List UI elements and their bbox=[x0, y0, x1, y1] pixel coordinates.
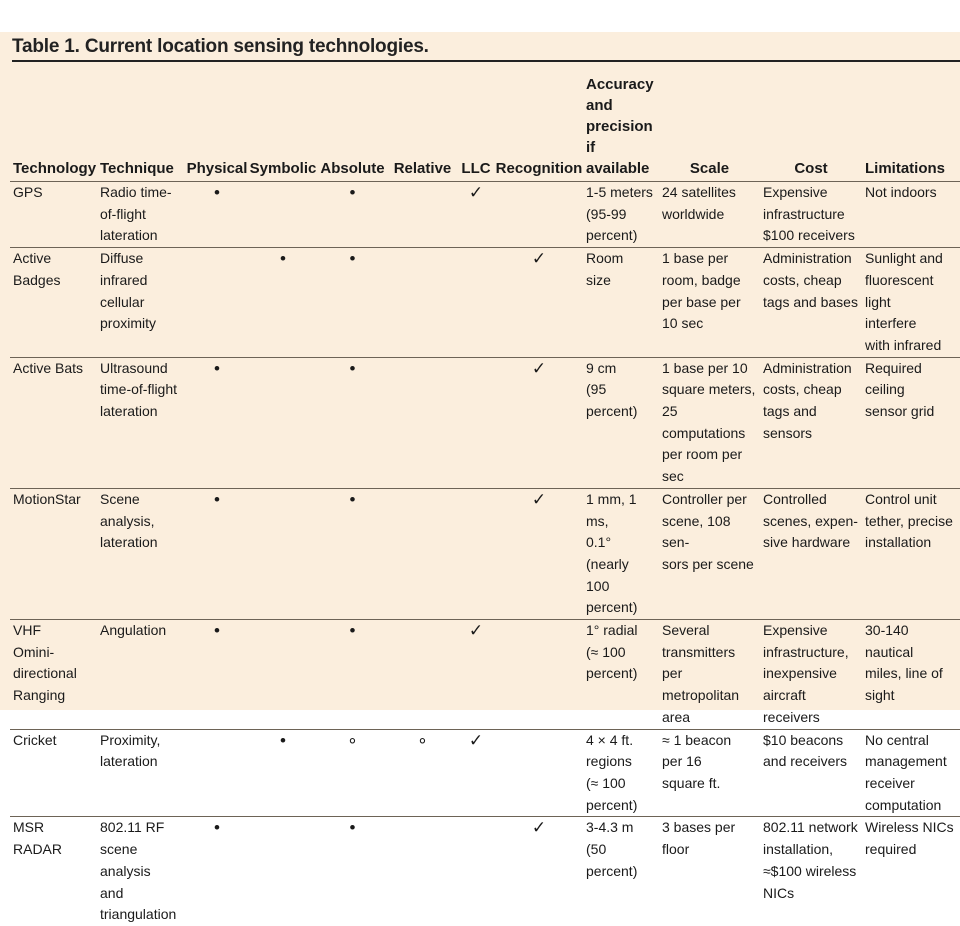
table-row bbox=[10, 817, 960, 926]
cell-relative bbox=[388, 248, 457, 358]
cell-accuracy: 1-5 meters (95-99 percent) bbox=[583, 182, 659, 248]
cell-absolute: • bbox=[317, 357, 388, 488]
cell-llc bbox=[457, 357, 495, 488]
cell-scale: 24 satellites worldwide bbox=[659, 182, 760, 248]
cell-technology: GPS bbox=[10, 182, 97, 248]
cell-recognition: ✓ bbox=[531, 818, 547, 838]
cell-technique: Ultrasound time-of-flight lateration bbox=[97, 357, 185, 488]
cell-recognition bbox=[495, 729, 583, 817]
cell-technique: Diffuse infrared cellular proximity bbox=[97, 248, 185, 358]
cell-accuracy: 1 mm, 1 ms, 0.1° (nearly 100 percent) bbox=[583, 488, 659, 619]
cell-limitations: Wireless NICs required bbox=[865, 819, 954, 858]
cell-absolute: • bbox=[317, 620, 388, 730]
cell-cost: $10 beacons and receivers bbox=[760, 729, 862, 817]
location-technologies-table bbox=[10, 74, 960, 926]
cell-technology: Cricket bbox=[10, 729, 97, 817]
header-relative: Relative bbox=[388, 74, 457, 182]
header-recognition: Recognition bbox=[495, 74, 583, 182]
cell-technique: Proximity, lateration bbox=[97, 729, 185, 817]
cell-technique: Scene analysis, lateration bbox=[97, 488, 185, 619]
cell-technology: Active Badges bbox=[10, 248, 97, 358]
cell-accuracy: 9 cm (95 percent) bbox=[583, 357, 659, 488]
cell-technology: MSR RADAR bbox=[13, 819, 63, 858]
cell-cost: 802.11 network installation, ≈$100 wireless NICs bbox=[763, 819, 858, 901]
cell-absolute: • bbox=[349, 818, 356, 838]
header-llc: LLC bbox=[457, 74, 495, 182]
cell-symbolic bbox=[249, 357, 317, 488]
cell-relative bbox=[388, 182, 457, 248]
cell-cost: Administration costs, cheap tags and sensors bbox=[760, 357, 862, 488]
cell-llc: ✓ bbox=[457, 182, 495, 248]
cell-cost: Expensive infrastructure $100 receivers bbox=[760, 182, 862, 248]
cell-limitations: 30-140 nautical miles, line of sight bbox=[862, 620, 960, 730]
cell-technology: VHF Omini- directional Ranging bbox=[10, 620, 97, 730]
cell-symbolic bbox=[249, 817, 317, 926]
header-cost: Cost bbox=[760, 74, 862, 182]
cell-absolute: • bbox=[317, 248, 388, 358]
cell-technology: MotionStar bbox=[10, 488, 97, 619]
cell-scale: 1 base per room, badge per base per 10 sec bbox=[659, 248, 760, 358]
cell-cost: Administration costs, cheap tags and bases bbox=[760, 248, 862, 358]
cell-physical: • bbox=[185, 357, 249, 488]
cell-relative: ∘ bbox=[388, 729, 457, 817]
cell-absolute: ∘ bbox=[317, 729, 388, 817]
header-technology: Technology bbox=[10, 74, 97, 182]
cell-recognition: ✓ bbox=[495, 357, 583, 488]
cell-scale: 3 bases per floor bbox=[662, 819, 736, 858]
cell-limitations: No central management receiver computation bbox=[862, 729, 960, 817]
cell-symbolic bbox=[249, 488, 317, 619]
header-limitations: Limitations bbox=[862, 74, 960, 182]
cell-technique: Radio time- of-flight lateration bbox=[97, 182, 185, 248]
cell-physical: • bbox=[185, 182, 249, 248]
cell-physical: • bbox=[185, 620, 249, 730]
cell-accuracy: 4 × 4 ft. regions (≈ 100 percent) bbox=[583, 729, 659, 817]
header-scale: Scale bbox=[659, 74, 760, 182]
cell-llc: ✓ bbox=[457, 620, 495, 730]
cell-relative bbox=[388, 620, 457, 730]
title-rule bbox=[12, 60, 960, 62]
cell-symbolic: • bbox=[249, 248, 317, 358]
table-row bbox=[10, 729, 960, 817]
cell-accuracy: Room size bbox=[583, 248, 659, 358]
cell-llc: ✓ bbox=[457, 729, 495, 817]
cell-llc bbox=[457, 248, 495, 358]
table-row bbox=[10, 357, 960, 488]
cell-recognition bbox=[495, 620, 583, 730]
cell-scale: Several transmitters per metropolitan area bbox=[659, 620, 760, 730]
cell-cost: Expensive infrastructure, inexpensive aircraft receivers bbox=[760, 620, 862, 730]
cell-symbolic bbox=[249, 182, 317, 248]
table-row bbox=[10, 620, 960, 730]
cell-relative bbox=[388, 357, 457, 488]
header-row bbox=[10, 74, 960, 182]
table-row bbox=[10, 488, 960, 619]
cell-physical: • bbox=[214, 818, 220, 838]
cell-scale: 1 base per 10 square meters, 25 computations per room per sec bbox=[659, 357, 760, 488]
table-row bbox=[10, 248, 960, 358]
cell-llc bbox=[457, 817, 495, 926]
cell-recognition bbox=[495, 182, 583, 248]
cell-scale: ≈ 1 beacon per 16 square ft. bbox=[659, 729, 760, 817]
header-symbolic: Symbolic bbox=[249, 74, 317, 182]
cell-physical bbox=[185, 248, 249, 358]
table-title: Table 1. Current location sensing technologies. bbox=[12, 36, 429, 57]
cell-recognition: ✓ bbox=[495, 488, 583, 619]
header-physical: Physical bbox=[185, 74, 249, 182]
cell-cost: Controlled scenes, expen- sive hardware bbox=[760, 488, 862, 619]
cell-technique: Angulation bbox=[97, 620, 185, 730]
cell-technique: 802.11 RF scene analysis and triangulation bbox=[100, 819, 177, 923]
cell-symbolic: • bbox=[249, 729, 317, 817]
cell-absolute: • bbox=[317, 182, 388, 248]
cell-accuracy: 1° radial (≈ 100 percent) bbox=[583, 620, 659, 730]
cell-symbolic bbox=[249, 620, 317, 730]
cell-accuracy: 3-4.3 m (50 percent) bbox=[586, 819, 638, 879]
cell-relative bbox=[388, 488, 457, 619]
cell-relative bbox=[388, 817, 457, 926]
cell-technology: Active Bats bbox=[10, 357, 97, 488]
cell-absolute: • bbox=[317, 488, 388, 619]
cell-llc bbox=[457, 488, 495, 619]
cell-limitations: Not indoors bbox=[862, 182, 960, 248]
header-technique: Technique bbox=[97, 74, 185, 182]
cell-limitations: Sunlight and fluorescent light interfere with infrared bbox=[862, 248, 960, 358]
header-absolute: Absolute bbox=[317, 74, 388, 182]
header-accuracy: Accuracy and precision if available bbox=[583, 74, 659, 182]
cell-physical bbox=[185, 729, 249, 817]
cell-recognition: ✓ bbox=[495, 248, 583, 358]
cell-limitations: Required ceiling sensor grid bbox=[862, 357, 960, 488]
table-row bbox=[10, 182, 960, 248]
cell-scale: Controller per scene, 108 sen- sors per scene bbox=[659, 488, 760, 619]
cell-limitations: Control unit tether, precise installation bbox=[862, 488, 960, 619]
cell-physical: • bbox=[185, 488, 249, 619]
